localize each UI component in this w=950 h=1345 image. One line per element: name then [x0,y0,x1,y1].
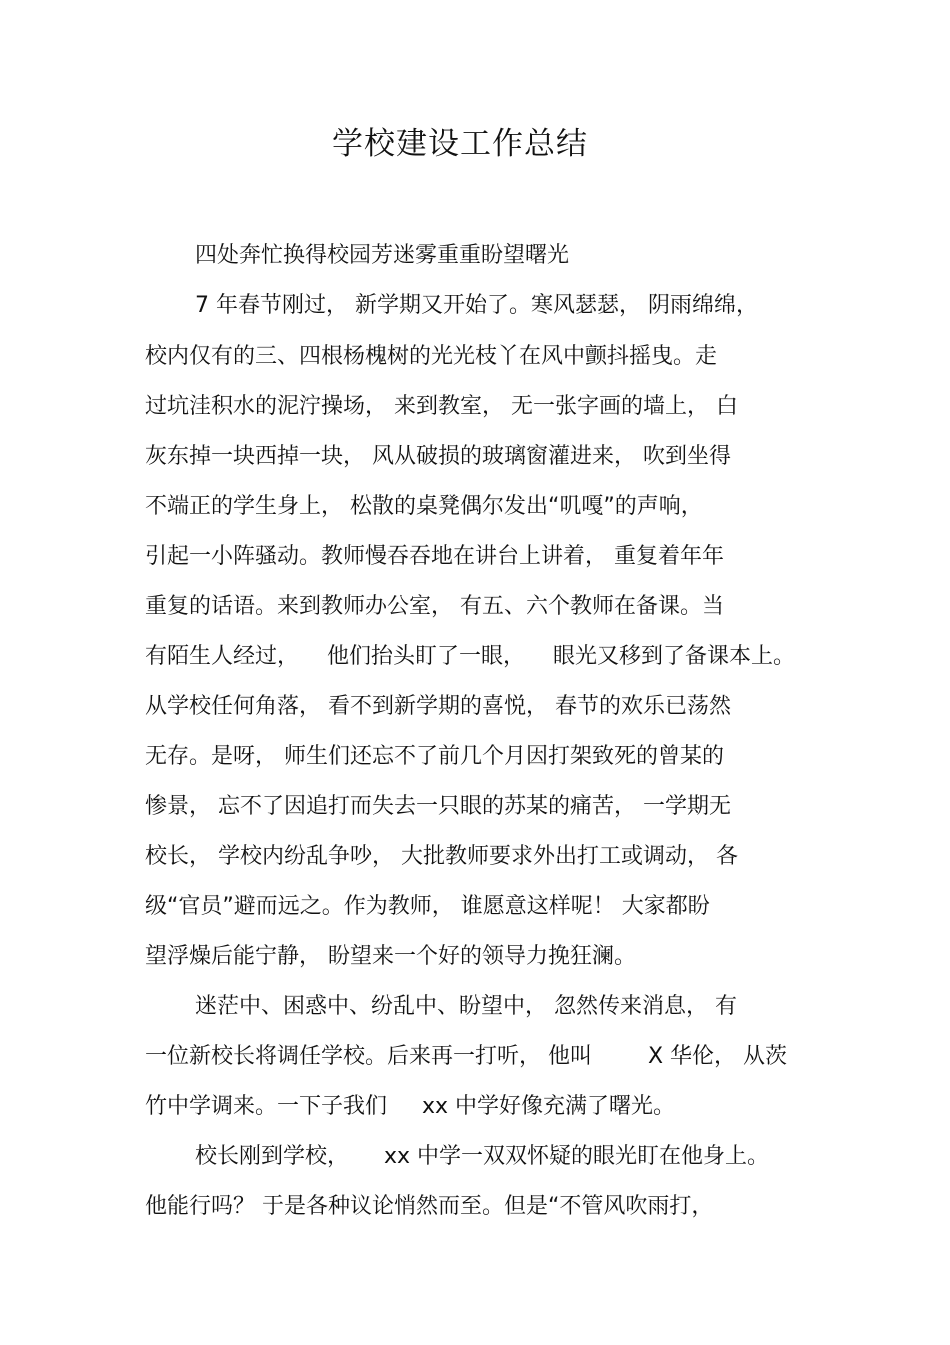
paragraph-line: 7 年春节刚过， 新学期又开始了。寒风瑟瑟， 阴雨绵绵， [195,293,758,318]
paragraph-line: 竹中学调来。一下子我们 xx 中学好像充满了曙光。 [145,1094,675,1119]
subtitle-line: 四处奔忙换得校园芳迷雾重重盼望曙光 [195,243,570,268]
paragraph-line: 不端正的学生身上， 松散的桌凳偶尔发出“叽嘎”的声响， [145,494,703,519]
paragraph-line: 他能行吗？ 于是各种议论悄然而至。但是“不管风吹雨打， [145,1194,714,1219]
paragraph-line: 引起一小阵骚动。教师慢吞吞地在讲台上讲着， 重复着年年 [145,544,724,569]
paragraph-line: 有陌生人经过， 他们抬头盯了一眼， 眼光又移到了备课本上。 [145,644,795,669]
paragraph-line: 从学校任何角落， 看不到新学期的喜悦， 春节的欢乐已荡然 [145,694,731,719]
paragraph-line: 无存。是呀， 师生们还忘不了前几个月因打架致死的曾某的 [145,744,724,769]
paragraph-line: 校长， 学校内纷乱争吵， 大批教师要求外出打工或调动， 各 [145,844,738,869]
paragraph-line: 灰东掉一块西掉一块， 风从破损的玻璃窗灌进来， 吹到坐得 [145,444,731,469]
paragraph-line: 望浮燥后能宁静， 盼望来一个好的领导力挽狂澜。 [145,944,636,969]
paragraph-line: 一位新校长将调任学校。后来再一打听， 他叫 X 华伦， 从茨 [145,1044,787,1069]
paragraph-line: 惨景， 忘不了因追打而失去一只眼的苏某的痛苦， 一学期无 [145,794,731,819]
paragraph-line: 校内仅有的三、四根杨槐树的光光枝丫在风中颤抖摇曳。走 [145,344,718,369]
paragraph-line: 校长刚到学校， xx 中学一双双怀疑的眼光盯在他身上。 [195,1144,769,1169]
paragraph-line: 级“官员”避而远之。作为教师， 谁愿意这样呢！ 大家都盼 [145,894,710,919]
paragraph-line: 迷茫中、困惑中、纷乱中、盼望中， 忽然传来消息， 有 [195,994,737,1019]
paragraph-line: 重复的话语。来到教师办公室， 有五、六个教师在备课。当 [145,594,724,619]
document-title: 学校建设工作总结 [332,126,588,162]
paragraph-line: 过坑洼积水的泥泞操场， 来到教室， 无一张字画的墙上， 白 [145,394,738,419]
